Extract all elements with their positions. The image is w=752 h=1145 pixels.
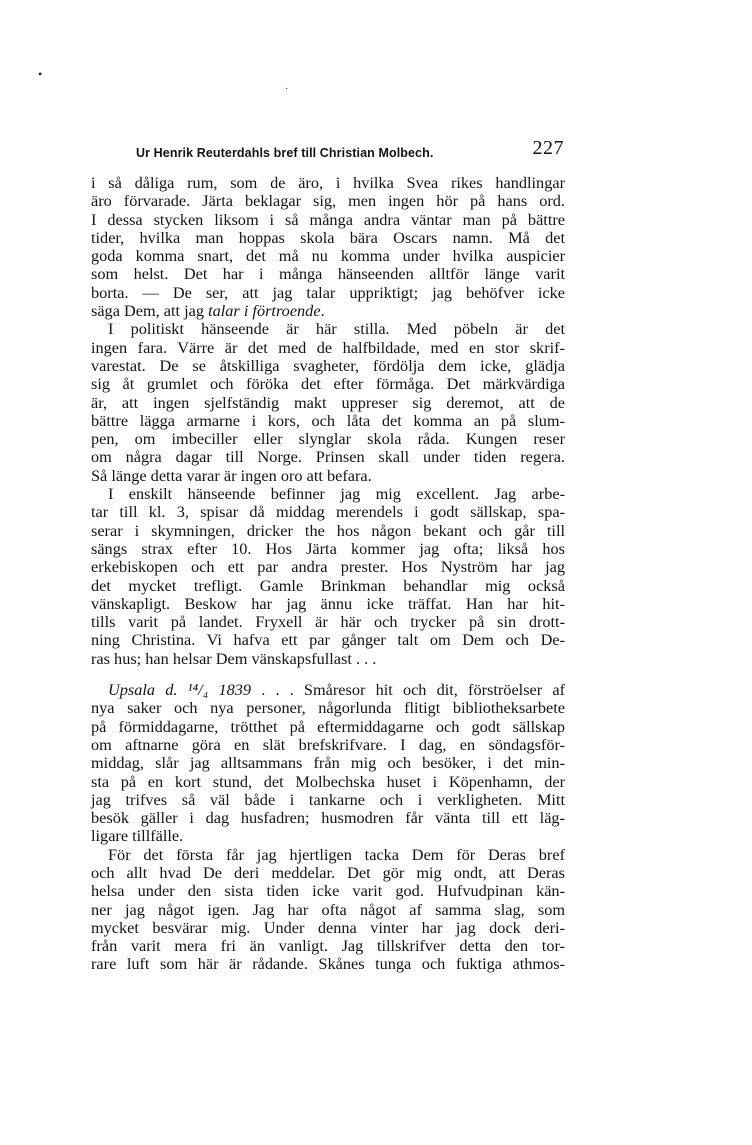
text-line xyxy=(91,631,565,649)
line-text: I dessa stycken liksom i så många andra väntar man på bättre xyxy=(91,209,565,229)
line-text: I politiskt hänseende är här stilla. Med pöbeln är det xyxy=(108,319,565,339)
text-line xyxy=(91,247,565,265)
line-text: middag, slår jag alltsammans från mig och besöker, i det min- xyxy=(91,753,565,773)
text-line xyxy=(91,809,565,827)
text-line xyxy=(91,412,565,430)
page-number: 227 xyxy=(532,137,564,159)
paragraph xyxy=(91,320,565,485)
text-line xyxy=(91,736,565,754)
text-line xyxy=(91,919,565,937)
dot-mark: • xyxy=(38,67,43,81)
line-text: goda komma snart, det må nu komma under hvilka auspicier xyxy=(91,246,565,266)
text-line xyxy=(91,613,565,631)
line-text: sta på en kort stund, det Molbechska huset i Köpenhamn, der xyxy=(91,771,565,791)
line-text: ner jag något igen. Jag har ofta något af samma slag, som xyxy=(91,899,565,919)
line-text: I enskilt hänseende befinner jag mig excellent. Jag arbe- xyxy=(108,484,565,504)
text-line xyxy=(91,339,565,357)
text-line xyxy=(91,503,565,521)
text-line xyxy=(91,430,565,448)
line-text: tills varit på landet. Fryxell är här och trycker på sin drott- xyxy=(91,612,565,632)
line-text: ras hus; han helsar Dem vänskapsfullast . . . xyxy=(91,648,377,668)
running-title: Ur Henrik Reuterdahls bref till Christian Molbech. xyxy=(136,146,434,160)
paragraph xyxy=(91,485,565,668)
dateline: Upsala d. ¹⁴/₄ 1839 xyxy=(108,680,252,700)
line-text: i så dåliga rum, som de äro, i hvilka Svea rikes handlingar xyxy=(91,173,565,192)
line-text: är, att ingen sjelfständig makt uppreser sig deremot, att de xyxy=(91,392,565,412)
text-line xyxy=(91,681,565,699)
text-line xyxy=(91,577,565,595)
text-line xyxy=(91,211,565,229)
paragraph xyxy=(91,174,565,320)
text-line xyxy=(91,375,565,393)
text-line xyxy=(91,174,565,192)
text-line xyxy=(91,937,565,955)
line-text: Så länge detta varar är ingen oro att befara. xyxy=(91,465,372,485)
text-line xyxy=(91,265,565,283)
text-line xyxy=(91,699,565,717)
line-text: erkebiskopen och ett par andra prester. Hos Nyström har jag xyxy=(91,557,565,577)
text-line xyxy=(91,791,565,809)
line-text: säga Dem, att jag xyxy=(91,301,209,321)
text-line xyxy=(91,394,565,412)
line-text: helsa under den sista tiden icke varit god. Hufvudpinan kän- xyxy=(91,881,565,901)
line-text: och allt hvad De deri meddelar. Det gör mig ondt, att Deras xyxy=(91,862,565,882)
line-text: bättre lägga armarne i kors, och låta det komma an på slum- xyxy=(91,410,565,430)
line-text: om några dagar till Norge. Prinsen skall under tiden regera. xyxy=(91,447,565,467)
text-line xyxy=(91,650,565,668)
line-text: som helst. Det har i många hänseenden alltför länge varit xyxy=(91,264,565,284)
line-text: jag trifves så väl både i tankarne och i verkligheten. Mitt xyxy=(91,789,565,809)
line-text: sig åt grumlet och föröka det efter förmåga. Det märkvärdiga xyxy=(91,374,565,394)
text-line xyxy=(91,467,565,485)
text-line xyxy=(91,302,565,320)
line-text: det mycket trefligt. Gamle Brinkman behandlar mig också xyxy=(91,575,565,595)
text-line xyxy=(91,448,565,466)
text-line xyxy=(91,827,565,845)
text-line xyxy=(91,955,565,973)
line-text-tail: . xyxy=(320,301,325,321)
text-line xyxy=(91,864,565,882)
line-text: ligare tillfälle. xyxy=(91,826,184,846)
line-text: rare luft som här är rådande. Skånes tunga och fuktiga athmos- xyxy=(91,954,565,974)
line-text: sängs strax efter 10. Hos Järta kommer jag ofta; likså hos xyxy=(91,538,565,558)
page-header xyxy=(136,137,564,166)
line-text: För det första får jag hjertligen tacka Dem för Deras bref xyxy=(108,844,565,864)
paragraph xyxy=(91,681,565,846)
line-text: varestat. De se åtskilliga svagheter, fördölja dem icke, glädja xyxy=(91,355,565,375)
line-text: äro förvarade. Järta beklagar sig, men ingen hör på hans ord. xyxy=(91,191,565,211)
line-text: vänskapligt. Beskow har jag ännu icke träffat. Han har hit- xyxy=(91,593,565,613)
italic-phrase: talar i förtroende xyxy=(208,301,321,321)
body-text xyxy=(91,174,565,974)
line-text: ingen fara. Värre är det med de halfbildade, med en stor skrif- xyxy=(91,337,565,357)
text-line xyxy=(91,773,565,791)
text-line xyxy=(91,846,565,864)
line-text: ning Christina. Vi hafva ett par gånger talt om Dem och De- xyxy=(91,630,565,650)
line-text: från varit mera fri än vanligt. Jag tillskrifver detta den tor- xyxy=(91,936,565,956)
text-line xyxy=(91,192,565,210)
text-line xyxy=(91,718,565,736)
text-line xyxy=(91,229,565,247)
line-text: . . . Småresor hit och dit, förströelser af xyxy=(251,680,566,700)
text-line xyxy=(91,540,565,558)
line-text: om aftnarne göra en slät brefskrifvare. I dag, en söndagsför- xyxy=(91,734,565,754)
text-line xyxy=(91,522,565,540)
line-text: tider, hvilka man hoppas skola bära Oscars namn. Må det xyxy=(91,227,565,247)
line-text: pen, om imbeciller eller slynglar skola råda. Kungen reser xyxy=(91,429,565,449)
text-line xyxy=(91,357,565,375)
text-line xyxy=(91,882,565,900)
line-text: på förmiddagarne, trötthet på eftermiddagarne och godt sällskap xyxy=(91,716,565,736)
paragraph xyxy=(91,846,565,974)
line-text: besök gäller i dag husfadren; husmodren får vänta till ett läg- xyxy=(91,808,565,828)
dot-mark-small: · xyxy=(285,84,289,95)
text-line xyxy=(91,901,565,919)
text-line xyxy=(91,595,565,613)
line-text: nya saker och nya personer, någorlunda flitigt bibliotheksarbete xyxy=(91,698,565,718)
text-line xyxy=(91,558,565,576)
line-text: mycket besvärar mig. Under denna vinter har jag dock deri- xyxy=(91,917,565,937)
text-line xyxy=(91,754,565,772)
line-text: tar till kl. 3, spisar då middag merendels i godt sällskap, spa- xyxy=(91,502,565,522)
line-text: serar i skymningen, dricker the hos någon bekant och går till xyxy=(91,520,565,540)
text-line xyxy=(91,485,565,503)
line-text: borta. — De ser, att jag talar uppriktigt; jag behöfver icke xyxy=(91,282,565,302)
text-line xyxy=(91,284,565,302)
text-line xyxy=(91,320,565,338)
